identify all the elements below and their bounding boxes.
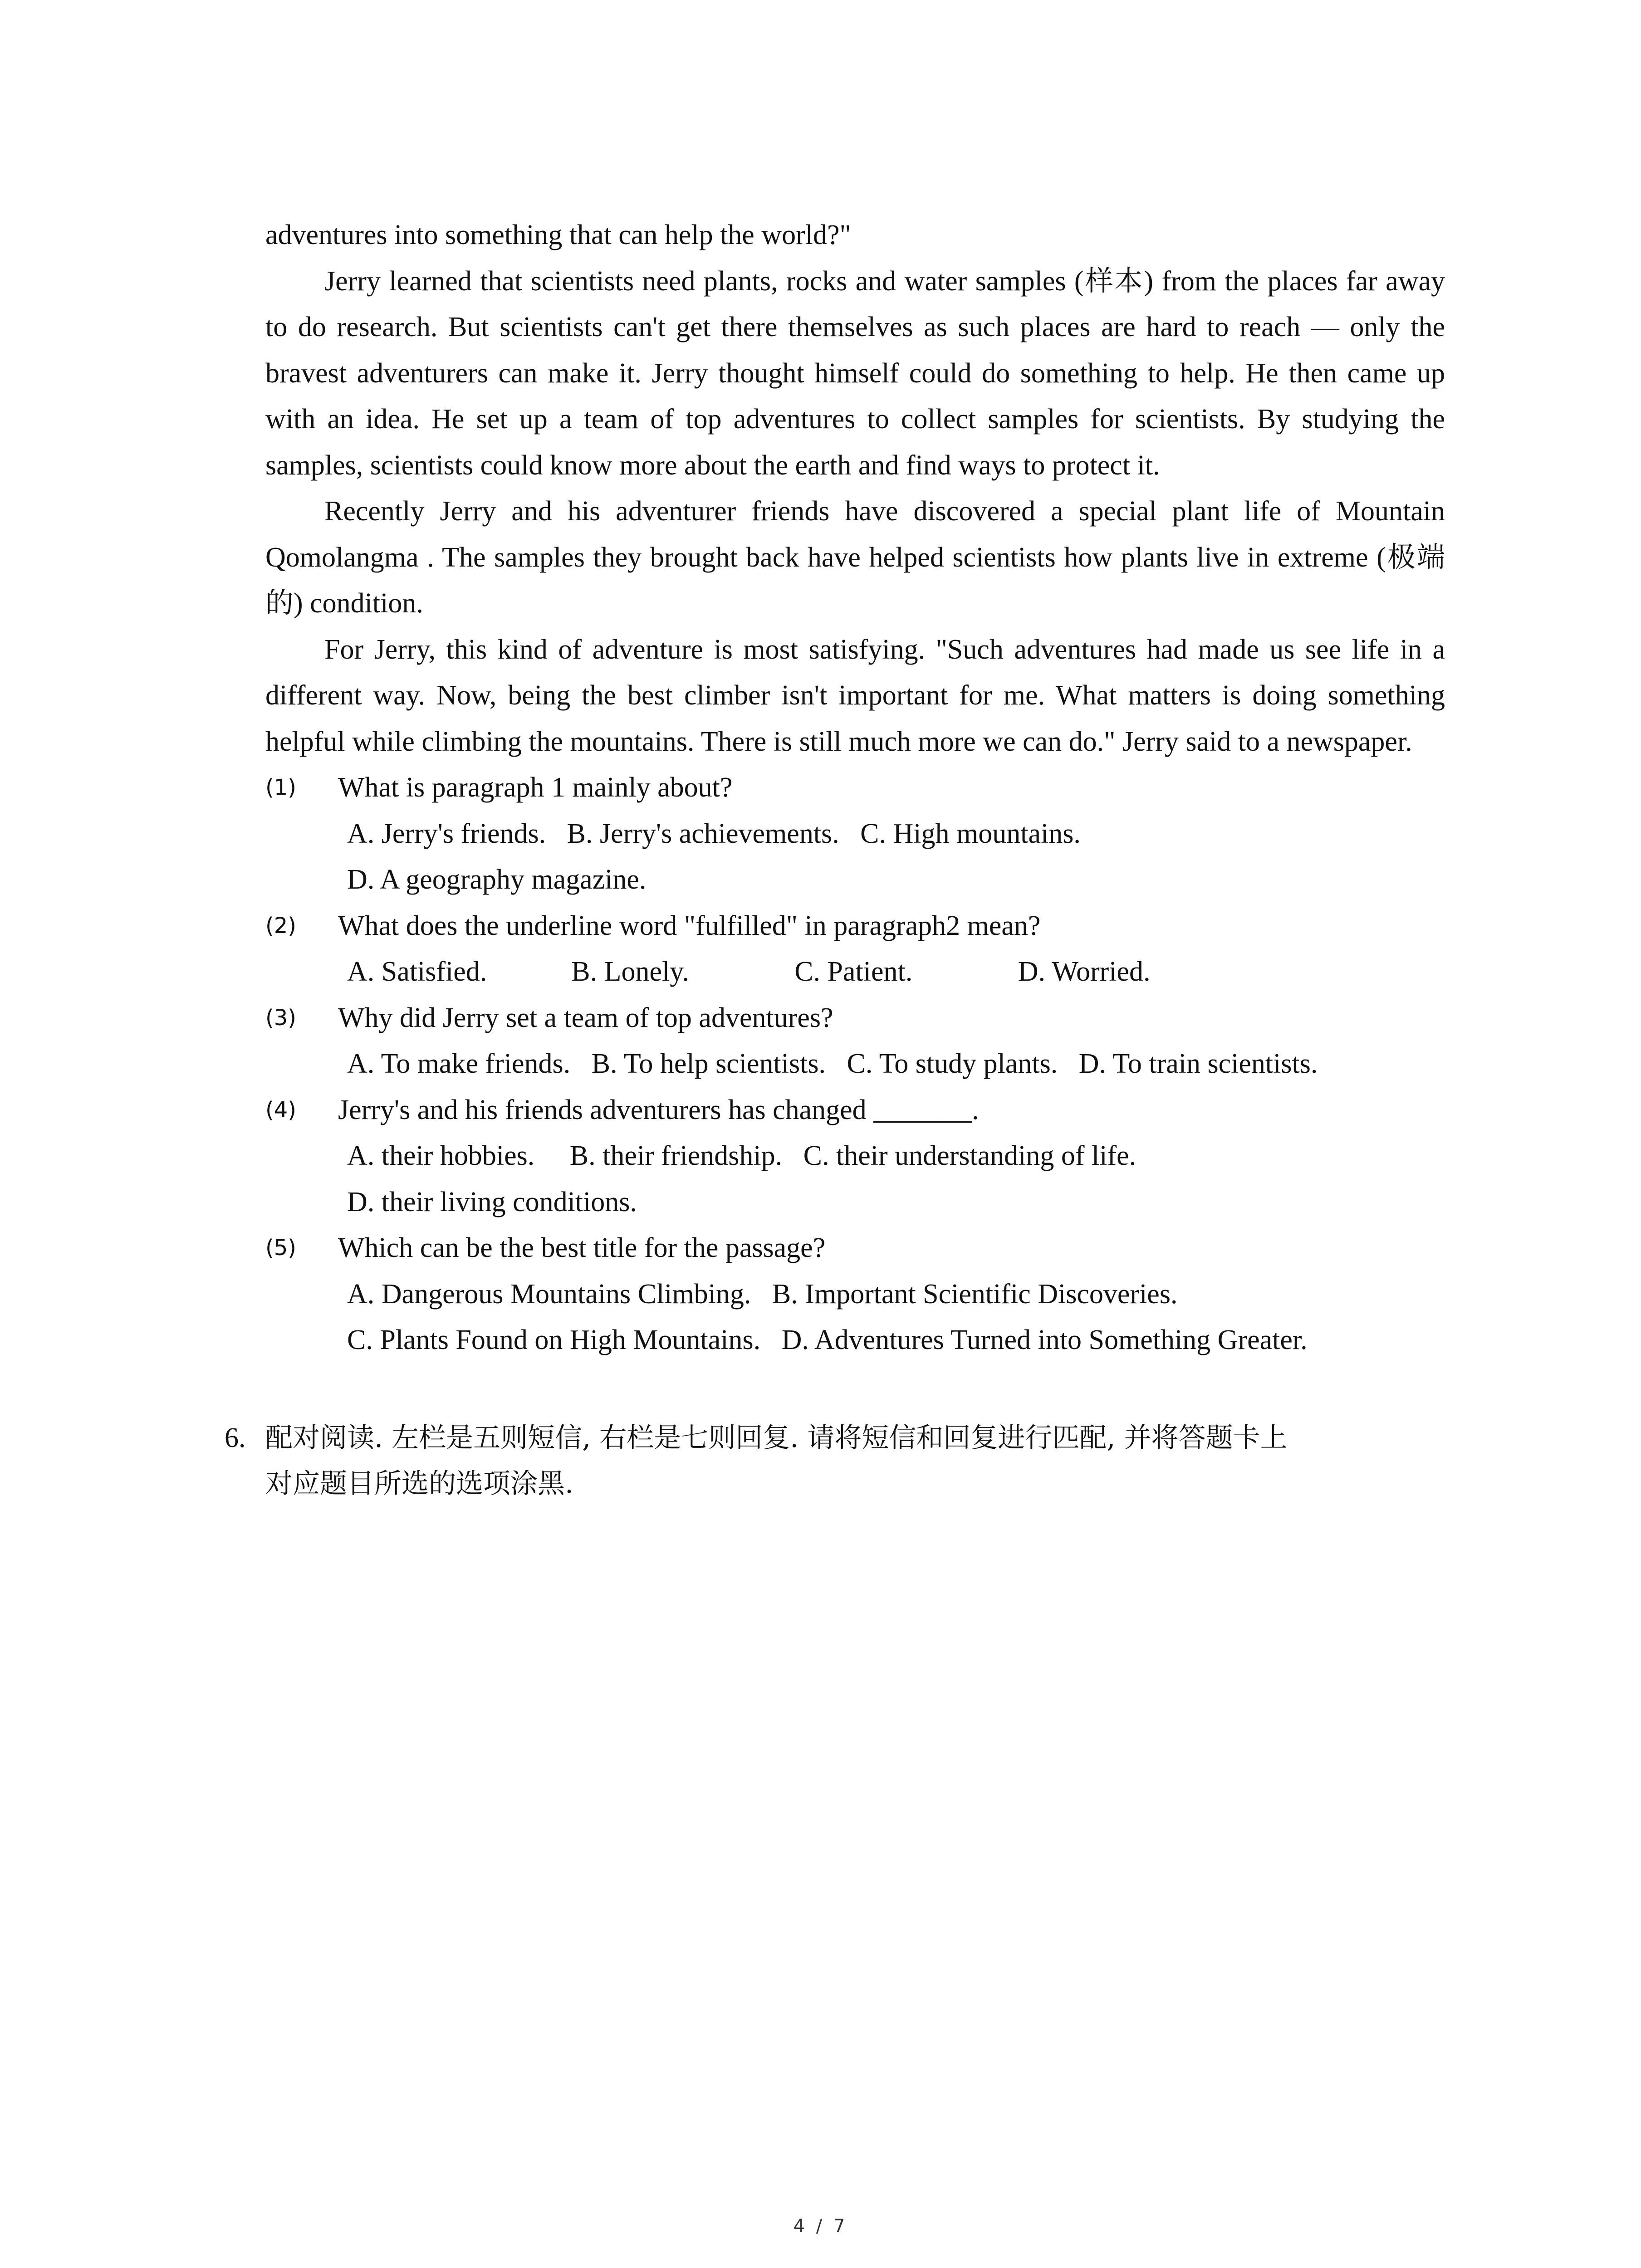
question-3 xyxy=(265,995,1445,1087)
question-options-line: A. their hobbies. B. their friendship. C. their understanding of life. xyxy=(347,1140,1136,1171)
page-number: 4 / 7 xyxy=(793,2216,848,2237)
question-text: What is paragraph 1 mainly about? xyxy=(338,772,733,803)
question-text: Which can be the best title for the passage? xyxy=(338,1232,826,1263)
question-number: (4) xyxy=(265,1097,296,1123)
question-number: (2) xyxy=(265,913,296,938)
question-1 xyxy=(265,765,1445,903)
section-instruction-line-2: 对应题目所选的选项涂黑. xyxy=(265,1468,574,1500)
question-options-line: D. A geography magazine. xyxy=(347,864,647,895)
question-text: Jerry's and his friends adventurers has changed _______. xyxy=(338,1094,979,1125)
question-4 xyxy=(265,1087,1445,1226)
question-number: (1) xyxy=(265,775,296,800)
passage-paragraph-3: For Jerry, this kind of adventure is most satisfying. "Such adventures had made us see life in a different way. Now, being the best climber isn't important for me. What matters is doing something helpful while climbing the mountains. There is still much more we can do." Jerry said to a newspaper. xyxy=(265,634,1445,757)
question-text: What does the underline word "fulfilled" in paragraph2 mean? xyxy=(338,910,1041,941)
question-2 xyxy=(265,903,1445,995)
section-instruction-line-1: 配对阅读. 左栏是五则短信, 右栏是七则回复. 请将短信和回复进行匹配, 并将答题卡上 xyxy=(265,1422,1288,1454)
question-number: (5) xyxy=(265,1235,296,1261)
passage-line-0: adventures into something that can help the world?" xyxy=(265,220,851,250)
question-list xyxy=(265,765,1445,1364)
question-number: (3) xyxy=(265,1005,296,1031)
question-options-line: D. their living conditions. xyxy=(347,1186,637,1217)
question-options-line: A. Dangerous Mountains Climbing. B. Important Scientific Discoveries. xyxy=(347,1278,1178,1310)
question-options-line: A. To make friends. B. To help scientists. C. To study plants. D. To train scientists. xyxy=(347,1048,1318,1079)
passage-paragraph-2: Recently Jerry and his adventurer friends have discovered a special plant life of Mountain Qomolangma . The samples they brought back have helped scientists how plants live in extreme (极端的) condition. xyxy=(265,496,1445,619)
section-number: 6. xyxy=(225,1422,246,1453)
reading-passage xyxy=(265,212,1445,1364)
question-text: Why did Jerry set a team of top adventures? xyxy=(338,1002,833,1033)
passage-paragraph-1: Jerry learned that scientists need plants, rocks and water samples (样本) from the places far away to do research. But scientists can't get there themselves as such places are hard to reach — only the bravest adventurers can make it. Jerry thought himself could do something to help. He then came up with an idea. He set up a team of top adventures to collect samples for scientists. By studying the samples, scientists could know more about the earth and find ways to protect it. xyxy=(265,265,1445,481)
question-options-line: A. Jerry's friends. B. Jerry's achievements. C. High mountains. xyxy=(347,818,1081,849)
question-5 xyxy=(265,1225,1445,1364)
question-options-line: A. Satisfied. B. Lonely. C. Patient. D. Worried. xyxy=(347,956,1151,987)
section-6-instructions xyxy=(225,1415,1450,1507)
question-options-line: C. Plants Found on High Mountains. D. Adventures Turned into Something Greater. xyxy=(347,1325,1308,1355)
